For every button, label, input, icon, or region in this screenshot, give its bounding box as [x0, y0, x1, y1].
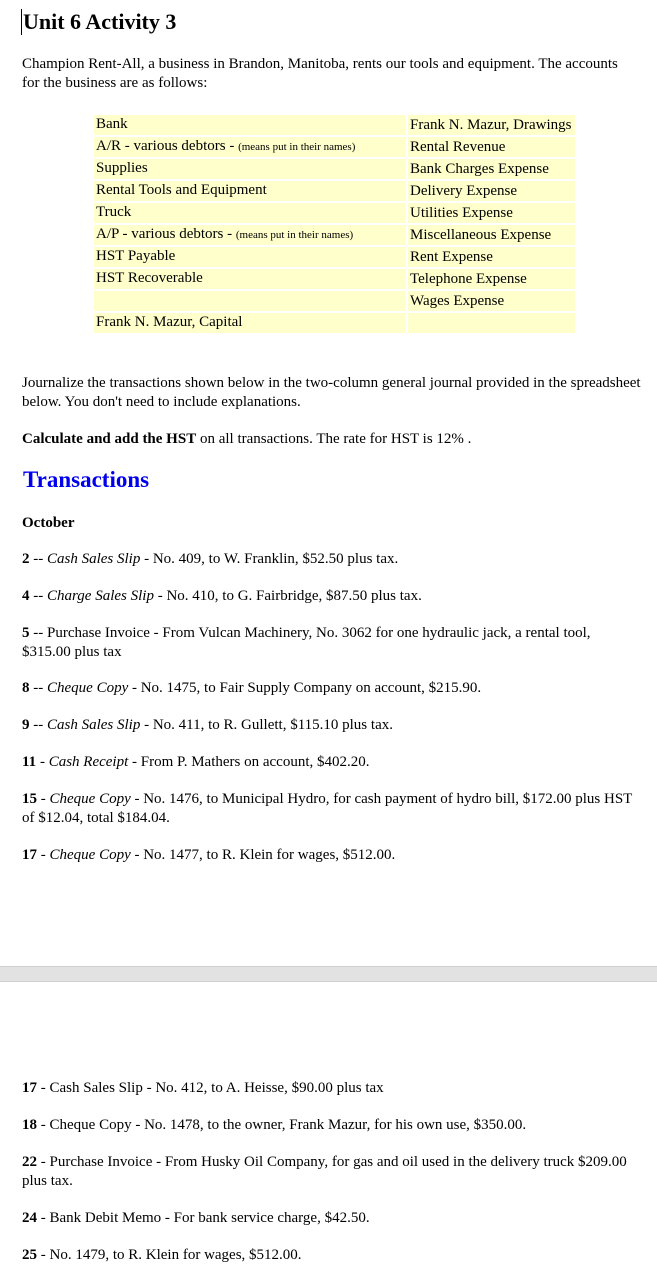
page-break [0, 966, 657, 982]
transaction-document-type: Bank Debit Memo [49, 1210, 162, 1226]
transaction-day: 22 [22, 1154, 37, 1170]
accounts-row [94, 247, 575, 267]
account-right: Rent Expense [408, 247, 575, 267]
transaction-entry: 18 - Cheque Copy - No. 1478, to the owner, Frank Mazur, for his own use, $350.00. [22, 1117, 527, 1133]
transaction-day: 8 [22, 680, 30, 696]
transaction-document-type: Cash Sales Slip [49, 1080, 143, 1096]
transaction-document-type: Cheque Copy [49, 791, 131, 807]
hst-note [22, 430, 642, 449]
accounts-row [94, 269, 575, 289]
account-left: Supplies [94, 159, 406, 179]
account-right: Miscellaneous Expense [408, 225, 575, 245]
transaction-details: - No. 409, to W. Franklin, $52.50 plus tax. [140, 551, 399, 567]
account-right: Rental Revenue [408, 137, 575, 157]
transaction-entry: 22 - Purchase Invoice - From Husky Oil Company, for gas and oil used in the delivery truck $209.00 plus tax. [22, 1154, 627, 1189]
accounts-row [94, 203, 575, 223]
accounts-row [94, 225, 575, 245]
transaction-entry: 11 - Cash Receipt - From P. Mathers on account, $402.20. [22, 754, 370, 770]
transaction-entry: 24 - Bank Debit Memo - For bank service charge, $42.50. [22, 1210, 370, 1226]
accounts-row [94, 115, 575, 135]
account-left: Truck [94, 203, 406, 223]
transaction-entry: 17 - Cheque Copy - No. 1477, to R. Klein for wages, $512.00. [22, 847, 396, 863]
account-left: Rental Tools and Equipment [94, 181, 406, 201]
account-note: (means put in their names) [238, 141, 356, 153]
account-right: Bank Charges Expense [408, 159, 575, 179]
transaction-details: - No. 410, to G. Fairbridge, $87.50 plus tax. [153, 588, 422, 604]
accounts-row [94, 137, 575, 157]
account-right: Utilities Expense [408, 203, 575, 223]
accounts-row [94, 313, 575, 333]
transaction-day: 17 [22, 1080, 37, 1096]
transaction-entry: 25 - No. 1479, to R. Klein for wages, $512.00. [22, 1247, 302, 1263]
account-right [408, 313, 575, 333]
transaction-day: 9 [22, 717, 30, 733]
account-left: Frank N. Mazur, Capital [94, 313, 406, 333]
transaction-document-type: Cash Receipt [48, 754, 129, 770]
account-left: Bank [94, 115, 406, 135]
transaction-entry: 8 -- Cheque Copy - No. 1475, to Fair Supply Company on account, $215.90. [22, 680, 482, 696]
account-right: Frank N. Mazur, Drawings [408, 115, 575, 135]
transaction-entry: 2 -- Cash Sales Slip - No. 409, to W. Franklin, $52.50 plus tax. [22, 551, 399, 567]
transaction-details: - No. 1477, to R. Klein for wages, $512.00. [130, 847, 396, 863]
account-right: Wages Expense [408, 291, 575, 311]
accounts-row [94, 181, 575, 201]
transaction-details: - From P. Mathers on account, $402.20. [128, 754, 370, 770]
account-left: HST Recoverable [94, 269, 406, 289]
intro-paragraph: Champion Rent-All, a business in Brandon, Manitoba, rents our tools and equipment. The accounts for the business are as follows: [22, 56, 618, 91]
transaction-day: 4 [22, 588, 30, 604]
transaction-document-type: Cheque Copy [47, 680, 129, 696]
transaction-document-type: Cheque Copy [49, 847, 131, 863]
transaction-day: 25 [22, 1247, 37, 1263]
transaction-details: - From Vulcan Machinery, No. 3062 for one hydraulic jack, a rental tool, $315.00 plus tax [22, 625, 591, 660]
accounts-row [94, 291, 575, 311]
text-cursor [21, 9, 22, 35]
account-left [94, 291, 406, 311]
transaction-details: - No. 1478, to the owner, Frank Mazur, for his own use, $350.00. [131, 1117, 527, 1133]
instructions-paragraph: Journalize the transactions shown below in the two-column general journal provided in the spreadsheet below. You don't need to include explanations. [22, 375, 641, 410]
transaction-entry: 5 -- Purchase Invoice - From Vulcan Machinery, No. 3062 for one hydraulic jack, a rental tool, $315.00 plus tax [22, 625, 591, 660]
hst-note-rest: on all transactions. The rate for HST is 12% . [196, 431, 472, 447]
transaction-document-type: Purchase Invoice [49, 1154, 153, 1170]
transaction-entry: 4 -- Charge Sales Slip - No. 410, to G. Fairbridge, $87.50 plus tax. [22, 588, 422, 604]
transaction-details: - No. 411, to R. Gullett, $115.10 plus tax. [140, 717, 393, 733]
transaction-day: 15 [22, 791, 37, 807]
accounts-row [94, 159, 575, 179]
transaction-day: 24 [22, 1210, 37, 1226]
transaction-details: - No. 412, to A. Heisse, $90.00 plus tax [142, 1080, 384, 1096]
transaction-document-type: Cheque Copy [49, 1117, 132, 1133]
account-right: Delivery Expense [408, 181, 575, 201]
transaction-day: 18 [22, 1117, 37, 1133]
month-label: October [22, 515, 75, 531]
transaction-entry: 15 - Cheque Copy - No. 1476, to Municipal Hydro, for cash payment of hydro bill, $172.00 plus HST of $12.04, total $184.04. [22, 791, 633, 826]
transaction-document-type: Cash Sales Slip [47, 717, 141, 733]
transaction-details: - No. 1475, to Fair Supply Company on account, $215.90. [128, 680, 482, 696]
transaction-day: 5 [22, 625, 30, 641]
account-left: A/R - various debtors - (means put in their names) [94, 137, 406, 157]
account-left: A/P - various debtors - (means put in their names) [94, 225, 406, 245]
transaction-details: - For bank service charge, $42.50. [161, 1210, 370, 1226]
transaction-document-type: Cash Sales Slip [47, 551, 141, 567]
account-note: (means put in their names) [235, 229, 354, 241]
transaction-details: No. 1479, to R. Klein for wages, $512.00. [49, 1247, 302, 1263]
transaction-entry: 17 - Cash Sales Slip - No. 412, to A. Heisse, $90.00 plus tax [22, 1080, 384, 1096]
transaction-details: - From Husky Oil Company, for gas and oil used in the delivery truck $209.00 plus tax. [22, 1154, 627, 1189]
transaction-document-type: Charge Sales Slip [47, 588, 154, 604]
accounts-table [92, 113, 577, 335]
hst-note-bold: Calculate and add the HST [22, 431, 197, 447]
page-title: Unit 6 Activity 3 [23, 9, 177, 34]
transaction-day: 2 [22, 551, 30, 567]
document-page-2 [0, 982, 657, 1277]
transaction-entry: 9 -- Cash Sales Slip - No. 411, to R. Gullett, $115.10 plus tax. [22, 717, 393, 733]
account-right: Telephone Expense [408, 269, 575, 289]
transaction-day: 11 [22, 754, 37, 770]
account-left: HST Payable [94, 247, 406, 267]
transaction-day: 17 [22, 847, 37, 863]
transactions-heading: Transactions [23, 467, 150, 492]
transaction-details: - No. 1476, to Municipal Hydro, for cash payment of hydro bill, $172.00 plus HST of $12.04, total $184.04. [22, 791, 633, 826]
transaction-document-type: Purchase Invoice [47, 625, 150, 641]
